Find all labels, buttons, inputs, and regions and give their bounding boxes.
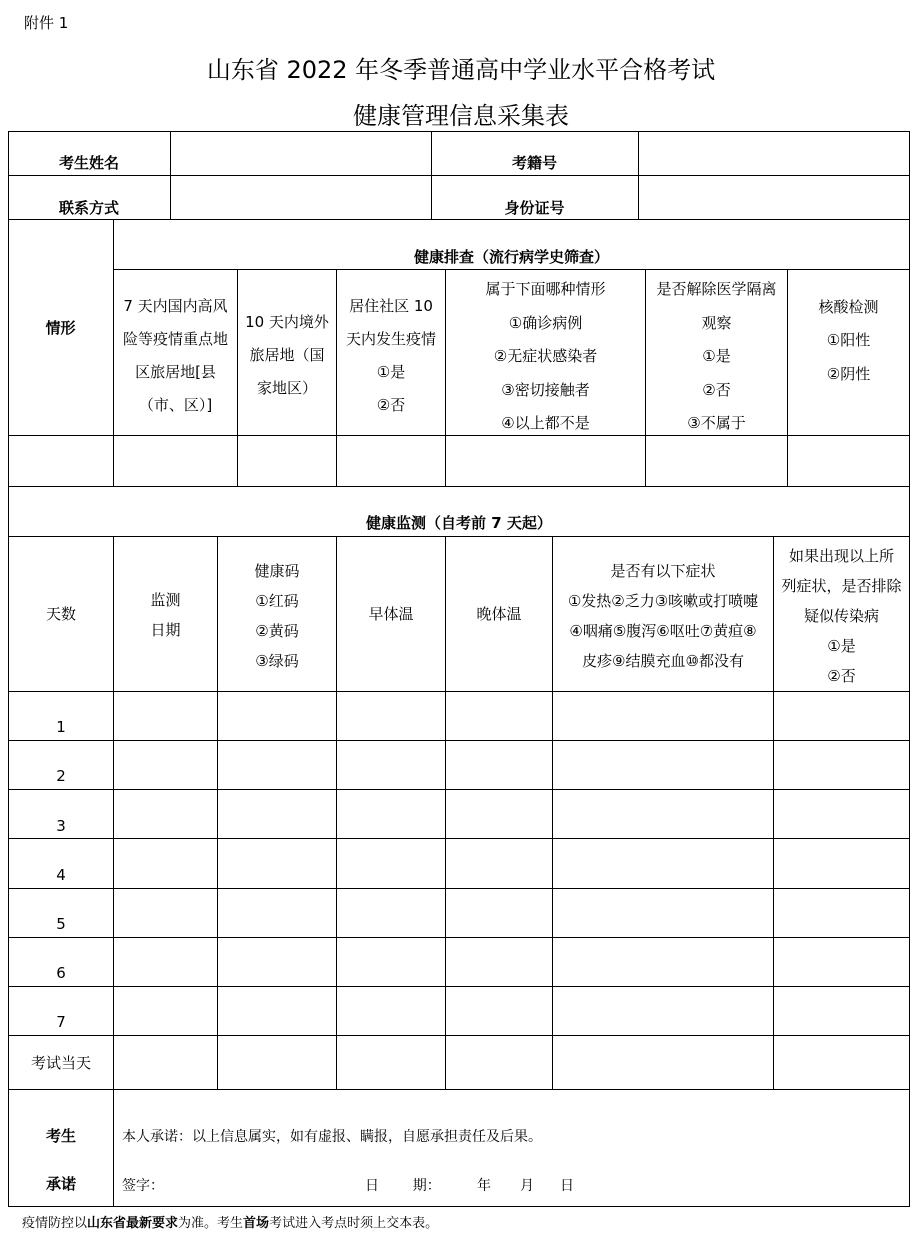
- screening-header: 健康排查（流行病学史筛查）: [413, 248, 609, 266]
- high-risk-area-header: 7 天内国内高风 险等疫情重点地 区旅居地[县 （市、区）]: [122, 297, 228, 414]
- date-header: 监测 日期: [150, 591, 181, 639]
- day-number: 5: [56, 915, 66, 933]
- month-label: 月: [520, 1178, 534, 1194]
- high-risk-area-field[interactable]: [114, 436, 237, 486]
- signature-label: 签字：: [122, 1178, 164, 1194]
- day-number: 2: [56, 767, 66, 785]
- health-code-header: 健康码 ①红码 ②黄码 ③绿码: [254, 562, 300, 670]
- signature-field[interactable]: [172, 1168, 352, 1194]
- day-label: 日: [560, 1178, 574, 1194]
- pledge-date-label: 日 期：: [365, 1178, 441, 1194]
- symptoms-header: 是否有以下症状 ①发热②乏力③咳嗽或打喷嚏 ④咽痛⑤腹泻⑥呕吐⑦黄疸⑧ 皮疹⑨结膜充血⑩都没有: [567, 562, 759, 670]
- situation-label: 情形: [45, 318, 76, 337]
- days-header: 天数: [45, 605, 76, 623]
- pledge-label-1: 考生: [45, 1127, 76, 1145]
- id-card-field[interactable]: [639, 176, 909, 219]
- day-number: 7: [56, 1013, 66, 1031]
- nucleic-acid-test-field[interactable]: [788, 436, 909, 486]
- monitoring-header: 健康监测（自考前 7 天起）: [366, 514, 552, 532]
- contact-field[interactable]: [171, 176, 431, 219]
- community-outbreak-field[interactable]: [337, 436, 445, 486]
- nucleic-acid-test-header: 核酸检测 ①阳性 ②阴性: [818, 297, 879, 383]
- name-label: 考生姓名: [58, 154, 119, 172]
- case-type-field[interactable]: [446, 436, 645, 486]
- morning-temp-header: 早体温: [368, 605, 414, 623]
- contact-label: 联系方式: [58, 199, 119, 217]
- id-card-label: 身份证号: [504, 199, 565, 217]
- exam-id-label: 考籍号: [511, 154, 557, 172]
- pledge-statement: 本人承诺：以上信息属实，如有虚报、瞒报，自愿承担责任及后果。: [122, 1129, 542, 1145]
- day-number: 4: [56, 866, 66, 884]
- overseas-travel-field[interactable]: [238, 436, 336, 486]
- exam-id-field[interactable]: [639, 132, 909, 175]
- name-field[interactable]: [171, 132, 431, 175]
- day-number: 3: [56, 817, 66, 835]
- exam-day-label: 考试当天: [30, 1053, 91, 1072]
- quarantine-release-header: 是否解除医学隔离 观察 ①是 ②否 ③不属于: [656, 280, 777, 433]
- exclude-disease-header: 如果出现以上所 列症状，是否排除 疑似传染病 ①是 ②否: [781, 547, 902, 685]
- footnote: 疫情防控以山东省最新要求为准。考生首场考试进入考点时须上交本表。: [22, 1216, 439, 1231]
- community-outbreak-header: 居住社区 10 天内发生疫情 ①是 ②否: [345, 297, 436, 414]
- overseas-travel-header: 10 天内境外 旅居地（国 家地区）: [245, 312, 329, 397]
- evening-temp-header: 晚体温: [476, 605, 522, 623]
- case-type-header: 属于下面哪种情形 ①确诊病例 ②无症状感染者 ③密切接触者 ④以上都不是: [485, 280, 606, 433]
- day-number: 1: [56, 718, 66, 736]
- pledge-label-2: 承诺: [45, 1175, 76, 1193]
- day-number: 6: [56, 964, 66, 982]
- quarantine-release-field[interactable]: [646, 436, 787, 486]
- attachment-label: 附件 1: [24, 14, 69, 32]
- year-label: 年: [477, 1178, 491, 1194]
- form-subtitle: 健康管理信息采集表: [353, 102, 569, 130]
- form-title: 山东省 2022 年冬季普通高中学业水平合格考试: [206, 56, 716, 84]
- screening-answer-label-cell: [9, 436, 113, 486]
